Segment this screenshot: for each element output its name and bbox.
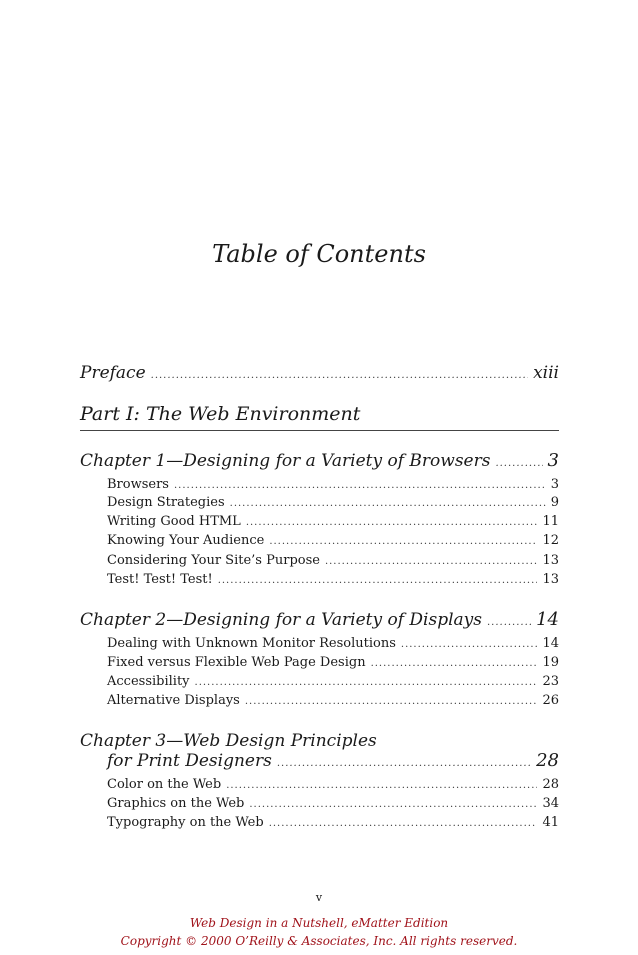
toc-preface-label: Preface bbox=[80, 363, 146, 383]
toc-section[interactable] bbox=[107, 796, 559, 811]
toc-preface[interactable] bbox=[80, 363, 559, 383]
chapter-page: 3 bbox=[547, 450, 559, 471]
section-page: 3 bbox=[550, 477, 559, 492]
leader-dots bbox=[174, 480, 546, 491]
section-title: Writing Good HTML bbox=[107, 514, 241, 529]
section-title: Dealing with Unknown Monitor Resolutions bbox=[107, 636, 396, 651]
leader-dots bbox=[487, 617, 531, 628]
chapter-page: 14 bbox=[536, 609, 559, 630]
section-page: 11 bbox=[542, 514, 559, 529]
leader-dots bbox=[277, 758, 531, 769]
section-title: Alternative Displays bbox=[107, 693, 240, 708]
toc-section[interactable] bbox=[107, 514, 559, 529]
toc-section[interactable] bbox=[107, 815, 559, 830]
section-page: 28 bbox=[542, 777, 559, 792]
leader-dots bbox=[269, 536, 537, 547]
leader-dots bbox=[269, 818, 538, 829]
section-title: Color on the Web bbox=[107, 777, 222, 792]
leader-dots bbox=[226, 780, 537, 791]
leader-dots bbox=[245, 696, 538, 707]
leader-dots bbox=[230, 498, 546, 509]
section-title: Browsers bbox=[107, 477, 169, 492]
footer-copyright: Copyright © 2000 O’Reilly & Associates, Inc. All rights reserved. bbox=[120, 934, 518, 948]
section-page: 12 bbox=[542, 533, 559, 548]
section-title: Considering Your Site’s Purpose bbox=[107, 553, 320, 568]
toc-section[interactable] bbox=[107, 477, 559, 492]
chapter-3-title-line1[interactable]: Chapter 3—Web Design Principles bbox=[80, 731, 377, 751]
toc-section[interactable] bbox=[107, 777, 559, 792]
section-page: 19 bbox=[542, 655, 559, 670]
toc-section[interactable] bbox=[107, 674, 559, 689]
page-number: v bbox=[315, 891, 323, 904]
section-page: 14 bbox=[542, 636, 559, 651]
leader-dots bbox=[151, 370, 528, 381]
leader-dots bbox=[495, 458, 542, 469]
section-title: Graphics on the Web bbox=[107, 796, 245, 811]
section-title: Knowing Your Audience bbox=[107, 533, 265, 548]
section-title: Test! Test! Test! bbox=[107, 572, 213, 587]
toc-chapter-1[interactable] bbox=[80, 450, 559, 471]
toc-preface-page: xiii bbox=[533, 363, 559, 383]
toc-section[interactable] bbox=[107, 655, 559, 670]
section-title: Typography on the Web bbox=[107, 815, 264, 830]
leader-dots bbox=[371, 658, 538, 669]
toc-chapter-3[interactable] bbox=[107, 750, 559, 771]
section-page: 23 bbox=[542, 674, 559, 689]
leader-dots bbox=[325, 556, 538, 567]
toc-section[interactable] bbox=[107, 572, 559, 587]
page-title: Table of Contents bbox=[212, 240, 426, 268]
section-page: 34 bbox=[542, 796, 559, 811]
leader-dots bbox=[401, 639, 538, 650]
toc-section[interactable] bbox=[107, 553, 559, 568]
section-title: Fixed versus Flexible Web Page Design bbox=[107, 655, 366, 670]
section-page: 41 bbox=[542, 815, 559, 830]
footer-book-title: Web Design in a Nutshell, eMatter Edition bbox=[189, 916, 449, 930]
chapter-title: Chapter 1—Designing for a Variety of Browsers bbox=[80, 451, 491, 471]
part-heading: Part I: The Web Environment bbox=[80, 403, 559, 431]
section-title: Design Strategies bbox=[107, 495, 225, 510]
section-page: 13 bbox=[542, 572, 559, 587]
leader-dots bbox=[218, 575, 538, 586]
chapter-title-line2: for Print Designers bbox=[107, 751, 272, 771]
section-page: 26 bbox=[542, 693, 559, 708]
toc-section[interactable] bbox=[107, 495, 559, 510]
section-title: Accessibility bbox=[107, 674, 190, 689]
chapter-page: 28 bbox=[536, 750, 559, 771]
leader-dots bbox=[249, 799, 537, 810]
toc-section[interactable] bbox=[107, 533, 559, 548]
leader-dots bbox=[246, 517, 538, 528]
toc-chapter-2[interactable] bbox=[80, 609, 559, 630]
chapter-title: Chapter 2—Designing for a Variety of Displays bbox=[80, 610, 482, 630]
toc-section[interactable] bbox=[107, 693, 559, 708]
section-page: 13 bbox=[542, 553, 559, 568]
leader-dots bbox=[195, 677, 538, 688]
section-page: 9 bbox=[550, 495, 559, 510]
toc-section[interactable] bbox=[107, 636, 559, 651]
